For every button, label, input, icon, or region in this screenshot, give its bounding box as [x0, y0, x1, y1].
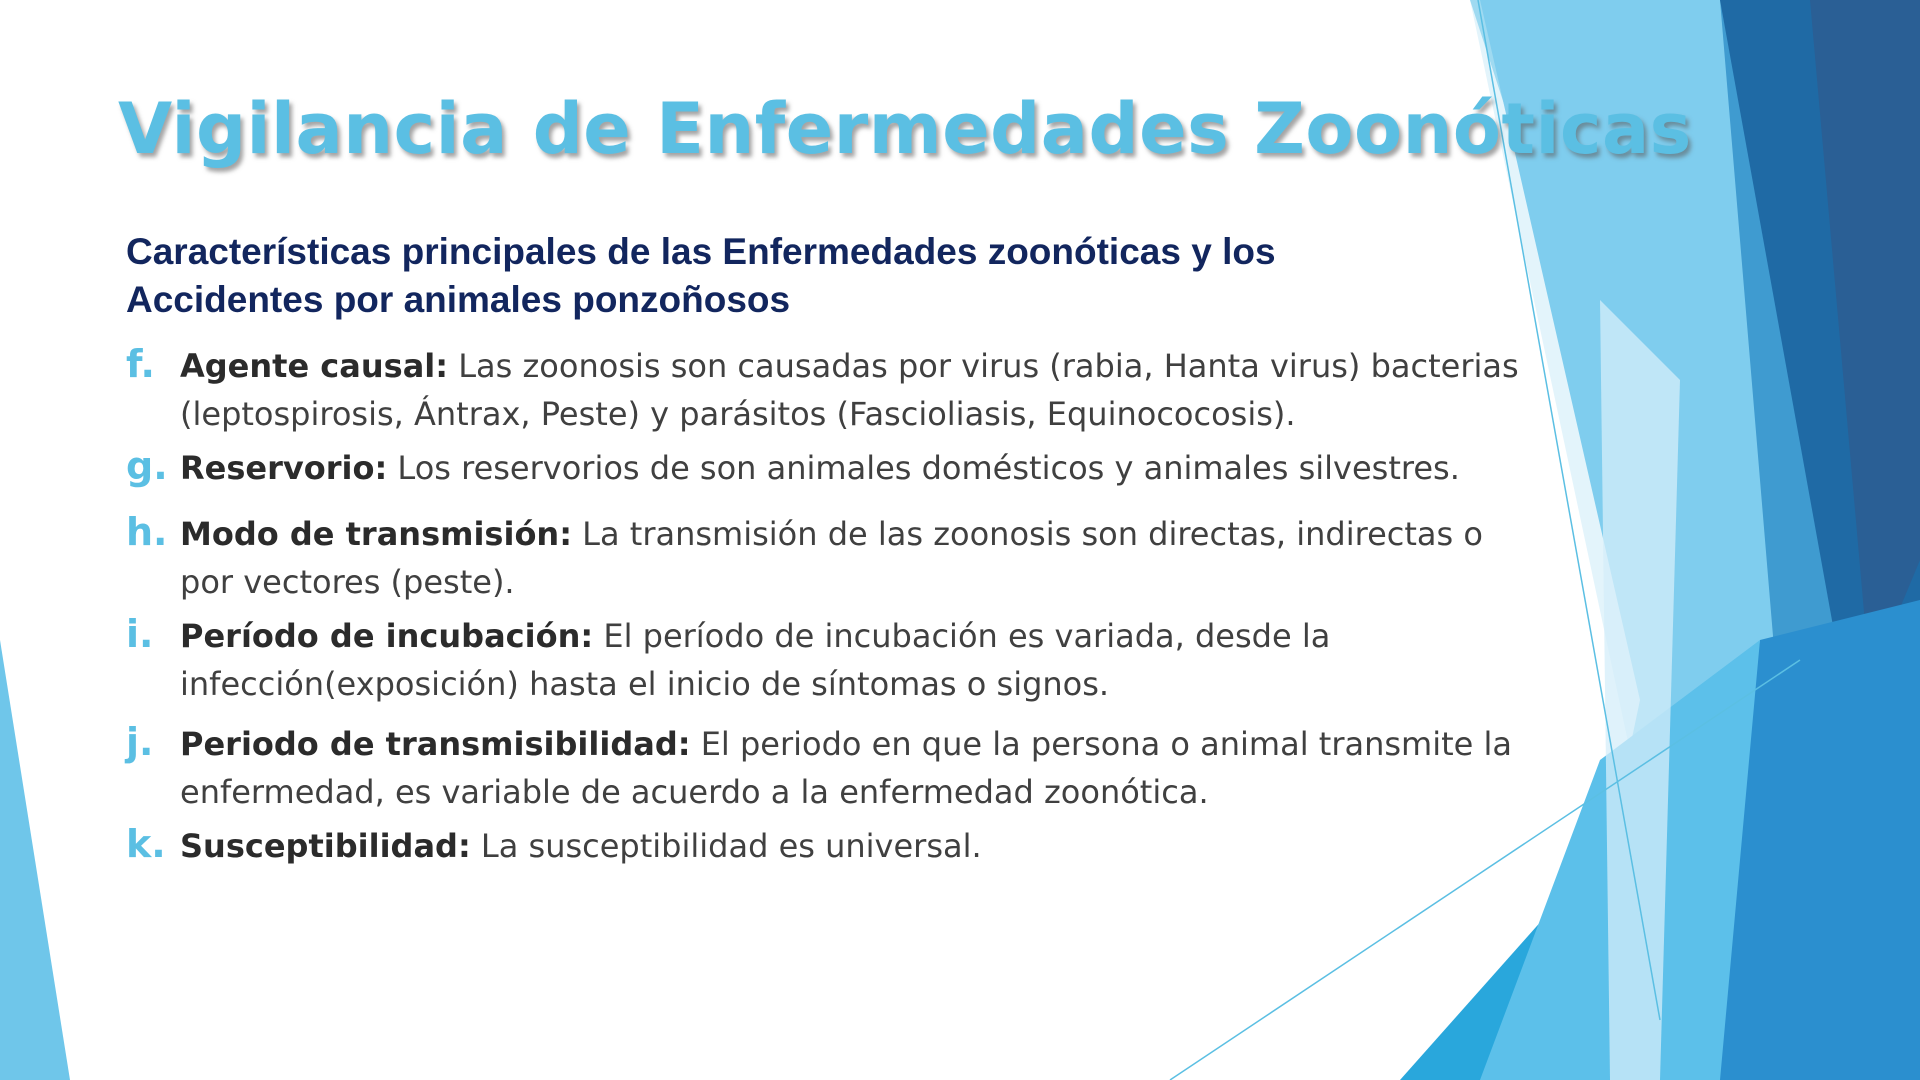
list-item	[126, 510, 1546, 606]
item-text: El período de incubación es variada, desde la infección(exposición) hasta el inicio de síntomas o signos.	[180, 617, 1331, 703]
list-marker: f.	[126, 342, 155, 386]
item-term: Periodo de transmisibilidad:	[180, 725, 691, 763]
item-text: Las zoonosis son causadas por virus (rabia, Hanta virus) bacterias (leptospirosis, Ántrax, Peste) y parásitos (Fascioliasis, Equinococosis).	[180, 347, 1519, 433]
list-item	[126, 342, 1546, 438]
item-text: La transmisión de las zoonosis son directas, indirectas o por vectores (peste).	[180, 515, 1483, 601]
list-marker: k.	[126, 822, 166, 866]
slide-title: Vigilancia de Enfermedades Zoonóticas	[118, 88, 1692, 170]
item-text: Los reservorios de son animales domésticos y animales silvestres.	[387, 449, 1460, 487]
list-item	[126, 612, 1546, 708]
item-term: Período de incubación:	[180, 617, 594, 655]
list-marker: h.	[126, 510, 168, 554]
list-item	[126, 720, 1546, 816]
item-term: Susceptibilidad:	[180, 827, 471, 865]
item-text: El periodo en que la persona o animal transmite la enfermedad, es variable de acuerdo a la enfermedad zoonótica.	[180, 725, 1512, 811]
list-item	[126, 444, 1546, 492]
characteristics-list	[126, 342, 1546, 876]
list-marker: g.	[126, 444, 168, 488]
list-marker: j.	[126, 720, 154, 764]
item-term: Modo de transmisión:	[180, 515, 572, 553]
list-item	[126, 822, 1546, 870]
item-term: Agente causal:	[180, 347, 449, 385]
deco-left-sliver	[0, 640, 70, 1080]
item-text: La susceptibilidad es universal.	[470, 827, 982, 865]
item-term: Reservorio:	[180, 449, 388, 487]
slide-subtitle: Características principales de las Enfermedades zoonóticas y los Accidentes por animales ponzoñosos	[126, 231, 1276, 320]
list-marker: i.	[126, 612, 154, 656]
